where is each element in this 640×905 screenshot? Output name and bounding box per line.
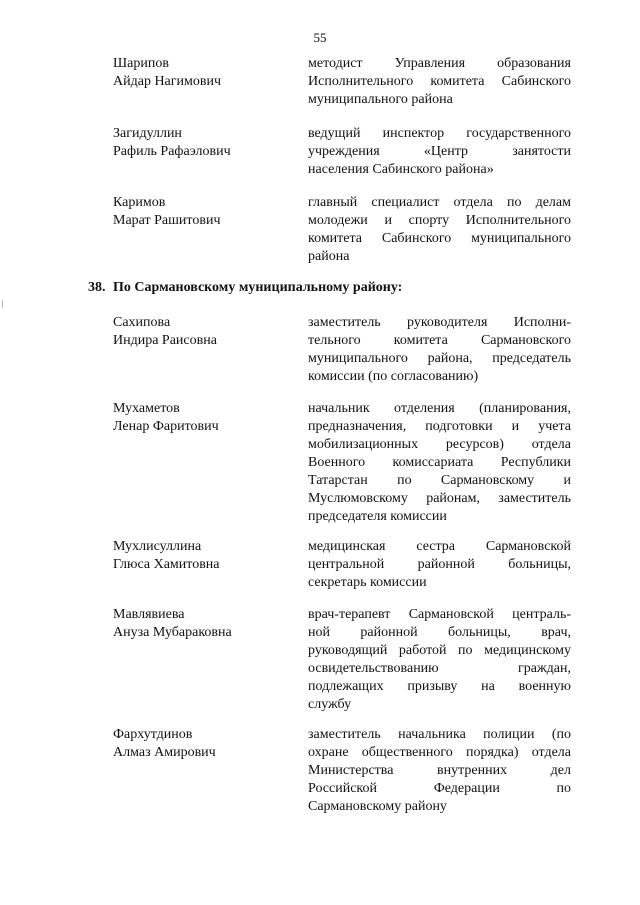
member-position — [308, 606, 571, 714]
position-line: охране общественного порядка) отдела — [308, 745, 571, 760]
member-given-name: Ленар Фаритович — [113, 419, 219, 434]
position-line: подлежащих призыву на военную — [308, 679, 571, 694]
member-name — [113, 538, 293, 574]
position-line: методист Управления образования — [308, 56, 571, 71]
position-line: Сармановскому району — [308, 799, 447, 814]
position-line: мобилизационных ресурсов) отдела — [308, 437, 571, 452]
position-line: службу — [308, 697, 352, 712]
member-position — [308, 194, 571, 266]
member-given-name: Марат Рашитович — [113, 213, 221, 228]
page-number: 55 — [313, 30, 327, 45]
position-line: Татарстан по Сармановскому и — [308, 473, 571, 488]
position-line: центральной районной больницы, — [308, 557, 571, 572]
member-surname: Мухаметов — [113, 401, 180, 416]
position-line: руководящий работой по медицинскому — [308, 643, 571, 658]
position-line: населения Сабинского района» — [308, 162, 494, 177]
position-line: комиссии (по согласованию) — [308, 369, 479, 384]
position-line: Исполнительного комитета Сабинского — [308, 74, 571, 89]
position-line: заместитель начальника полиции (по — [308, 727, 571, 742]
position-line: главный специалист отдела по делам — [308, 195, 571, 210]
position-line: района — [308, 249, 350, 264]
member-position — [308, 538, 571, 592]
position-line: предназначения, подготовки и учета — [308, 419, 571, 434]
member-given-name: Алмаз Амирович — [113, 745, 216, 760]
member-surname: Шарипов — [113, 56, 169, 71]
member-surname: Мавлявиева — [113, 607, 185, 622]
margin-mark — [2, 300, 3, 308]
member-surname: Каримов — [113, 195, 166, 210]
member-given-name: Индира Раисовна — [113, 333, 217, 348]
position-line: ведущий инспектор государственного — [308, 126, 571, 141]
position-line: ной районной больницы, врач, — [308, 625, 571, 640]
position-line: медицинская сестра Сармановской — [308, 539, 571, 554]
position-line: молодежи и спорту Исполнительного — [308, 213, 571, 228]
section-heading — [88, 280, 402, 296]
position-line: Муслюмовскому районам, заместитель — [308, 491, 571, 506]
member-position — [308, 314, 571, 386]
member-name — [113, 400, 293, 436]
member-position — [308, 55, 571, 109]
member-surname: Мухлисуллина — [113, 539, 202, 554]
position-line: муниципального района — [308, 92, 453, 107]
member-name — [113, 194, 293, 230]
member-given-name: Рафиль Рафаэлович — [113, 144, 231, 159]
member-given-name: Ануза Мубараковна — [113, 625, 232, 640]
member-surname: Сахипова — [113, 315, 171, 330]
member-position — [308, 726, 571, 816]
position-line: тельного комитета Сармановского — [308, 333, 571, 348]
position-line: Министерства внутренних дел — [308, 763, 571, 778]
position-line: начальник отделения (планирования, — [308, 401, 571, 416]
position-line: учреждения «Центр занятости — [308, 144, 571, 159]
position-line: председателя комиссии — [308, 509, 447, 524]
member-given-name: Глюса Хамитовна — [113, 557, 220, 572]
position-line: Российской Федерации по — [308, 781, 571, 796]
member-position — [308, 125, 571, 179]
position-line: Военного комиссариата Республики — [308, 455, 571, 470]
member-given-name: Айдар Нагимович — [113, 74, 222, 89]
member-name — [113, 125, 293, 161]
member-name — [113, 726, 293, 762]
member-name — [113, 314, 293, 350]
position-line: муниципального района, председатель — [308, 351, 571, 366]
member-name — [113, 55, 293, 91]
section-title: По Сармановскому муниципальному району: — [113, 280, 403, 295]
member-position — [308, 400, 571, 526]
section-number: 38. — [88, 280, 106, 295]
position-line: комитета Сабинского муниципального — [308, 231, 571, 246]
member-surname: Фархутдинов — [113, 727, 193, 742]
position-line: секретарь комиссии — [308, 575, 427, 590]
position-line: освидетельствованию граждан, — [308, 661, 571, 676]
position-line: заместитель руководителя Исполни- — [308, 315, 571, 330]
member-name — [113, 606, 293, 642]
position-line: врач-терапевт Сармановской централь- — [308, 607, 571, 622]
member-surname: Загидуллин — [113, 126, 182, 141]
